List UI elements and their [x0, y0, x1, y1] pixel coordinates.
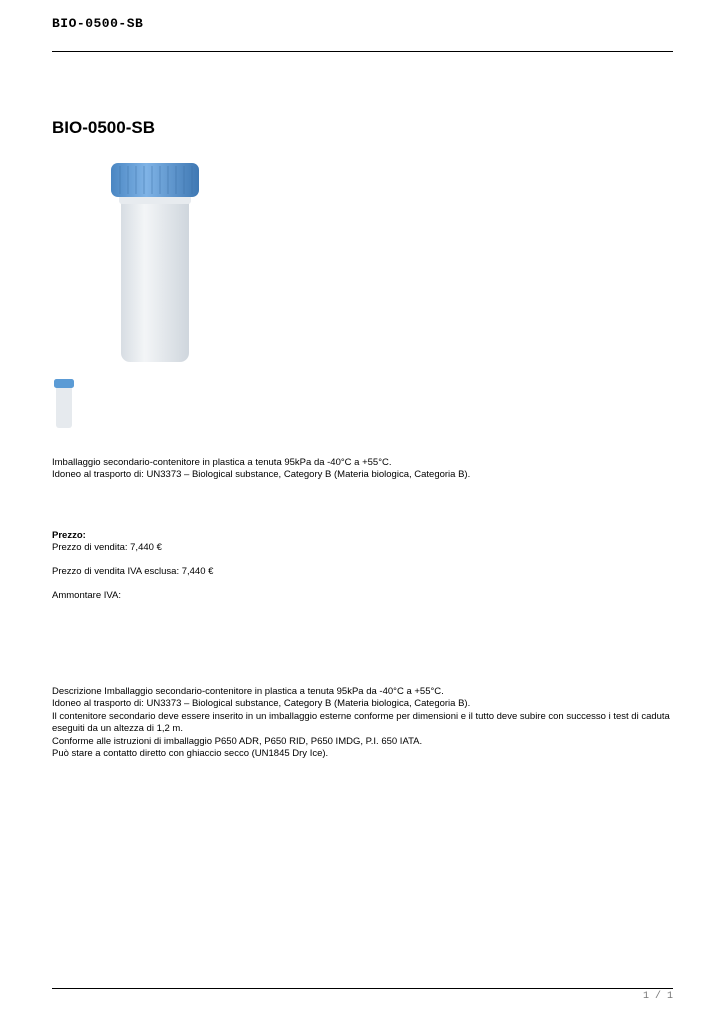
product-thumbnail[interactable]	[52, 378, 76, 430]
summary-line: Idoneo al trasporto di: UN3373 – Biological substance, Category B (Materia biologica, Categoria B).	[52, 469, 471, 481]
price-heading: Prezzo:	[52, 530, 86, 541]
footer-divider	[52, 988, 673, 989]
price-ex-vat: Prezzo di vendita IVA esclusa: 7,440 €	[52, 566, 214, 577]
sale-price: Prezzo di vendita: 7,440 €	[52, 542, 162, 553]
description-line: Il contenitore secondario deve essere inserito in un imballaggio esterne conforme per dimensioni e il tutto deve subire con successo i test di caduta eseguiti da un altezza di 1,2 m.	[52, 710, 670, 735]
page-number: 1 / 1	[642, 991, 673, 1002]
description-line: Descrizione Imballaggio secondario-contenitore in plastica a tenuta 95kPa da -40°C a +55°C.	[52, 686, 444, 697]
description-line: Idoneo al trasporto di: UN3373 – Biological substance, Category B (Materia biologica, Categoria B).	[52, 698, 471, 710]
product-summary	[52, 457, 672, 482]
header-divider	[52, 51, 673, 52]
product-image	[108, 160, 203, 365]
running-header: BIO-0500-SB	[52, 16, 144, 31]
vat-amount: Ammontare IVA:	[52, 590, 121, 601]
description-line: Può stare a contatto diretto con ghiaccio secco (UN1845 Dry Ice).	[52, 748, 329, 760]
summary-line: Imballaggio secondario-contenitore in plastica a tenuta 95kPa da -40°C a +55°C.	[52, 457, 392, 468]
description-line: Conforme alle istruzioni di imballaggio P650 ADR, P650 RID, P650 IMDG, P.I. 650 IATA.	[52, 735, 423, 747]
product-title: BIO-0500-SB	[52, 118, 155, 137]
product-description	[52, 686, 672, 760]
